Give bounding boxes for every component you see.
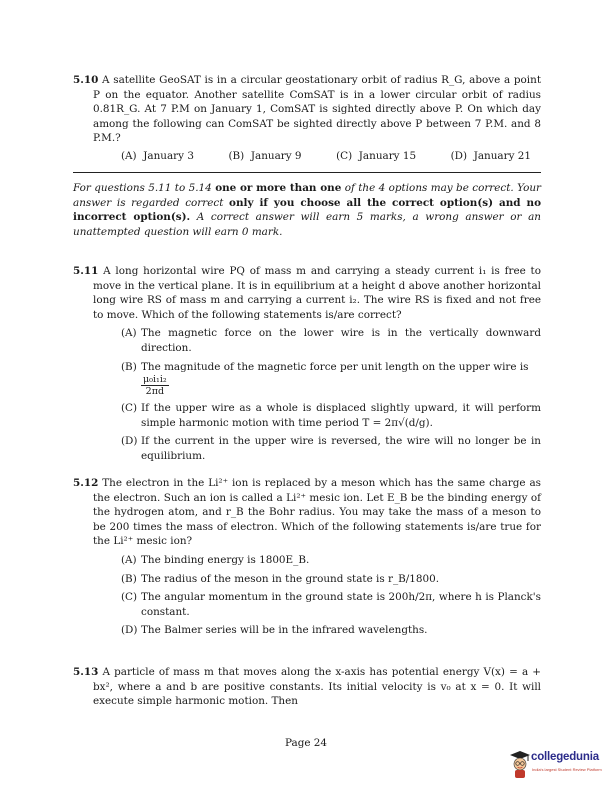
question-number: 5.12 <box>73 477 99 489</box>
question-number: 5.10 <box>73 74 99 86</box>
option-b: (B) January 9 <box>228 149 302 162</box>
option-b: (B) The radius of the meson in the ground state is r_B/1800. <box>121 572 440 585</box>
question-number: 5.13 <box>73 666 99 678</box>
question-5-10 <box>73 73 541 164</box>
option-c: (C) The angular momentum in the ground state is 200h/2π, where h is Planck's constant. <box>121 591 541 618</box>
option-c: (C) If the upper wire as a whole is displaced slightly upward, it will perform simple harmonic motion with time period T = 2π√(d/g). <box>121 402 541 429</box>
question-text: A particle of mass m that moves along the x-axis has potential energy V(x) = a + bx², where a and b are positive constants. Its initial velocity is v₀ at x = 0. It will execute simple harmonic motion. Then <box>93 666 541 708</box>
option-a: (A) January 3 <box>121 149 194 162</box>
section-divider <box>73 172 541 173</box>
option-d: (D) The Balmer series will be in the infrared wavelengths. <box>121 624 428 637</box>
question-text: A long horizontal wire PQ of mass m and carrying a steady current i₁ is free to move in the vertical plane. It is in equilibrium at a height d above another horizontal long wire RS of mass m and carrying a current i₂. The wire RS is fixed and not free to move. Which of the following statements is/are correct? <box>93 265 541 321</box>
page-number: Page 24 <box>284 737 328 749</box>
question-5-11 <box>73 264 541 464</box>
question-5-13 <box>73 665 541 709</box>
logo-tagline: India's largest Student Review Platform <box>532 767 602 772</box>
option-a: (A) The magnetic force on the lower wire is in the vertically downward direction. <box>121 327 541 354</box>
question-5-12 <box>73 476 541 638</box>
logo-wordmark: collegedunia <box>531 751 599 763</box>
question-number: 5.11 <box>73 265 99 277</box>
option-c: (C) January 15 <box>336 149 417 162</box>
option-a: (A) The binding energy is 1800E_B. <box>121 553 310 566</box>
fraction-formula: $\frac{\text{μ₀i₁i₂}}{2\pi d}$ <box>143 374 167 398</box>
option-b: (B) The magnitude of the magnetic force per unit length on the upper wire is $\frac{\text{μ₀i₁i₂}}{2\pi d}$ <box>121 360 529 398</box>
option-d: (D) January 21 <box>450 149 531 162</box>
collegedunia-logo <box>509 748 607 784</box>
question-text: The electron in the Li²⁺ ion is replaced by a meson which has the same charge as the electron. Such an ion is called a Li²⁺ mesic ion. Let E_B be the binding energy of the hydrogen atom, and r_B the Bohr radius. You may take the mass of a meson to be 200 times the mass of electron. Which of the following statements is/are true for the Li²⁺ mesic ion? <box>93 477 541 548</box>
section-instructions: For questions 5.11 to 5.14 one or more than one of the 4 options may be correct. Your answer is regarded correct only if you choose all the correct option(s) and no incorrect option(s). A correct answer will earn 5 marks, a wrong answer or an unattempted question will earn 0 mark. <box>73 182 541 238</box>
question-text: A satellite GeoSAT is in a circular geostationary orbit of radius R_G, above a point P on the equator. Another satellite ComSAT is in a lower circular orbit of radius 0.81R_G. At 7 P.M on January 1, ComSAT is sighted directly above P. On which day among the following can ComSAT be sighted directly above P between 7 P.M. and 8 P.M.? <box>93 74 541 145</box>
option-d: (D) If the current in the upper wire is reversed, the wire will no longer be in equilibrium. <box>121 435 541 462</box>
options-row <box>121 149 531 164</box>
graduate-mascot-icon <box>509 750 531 780</box>
